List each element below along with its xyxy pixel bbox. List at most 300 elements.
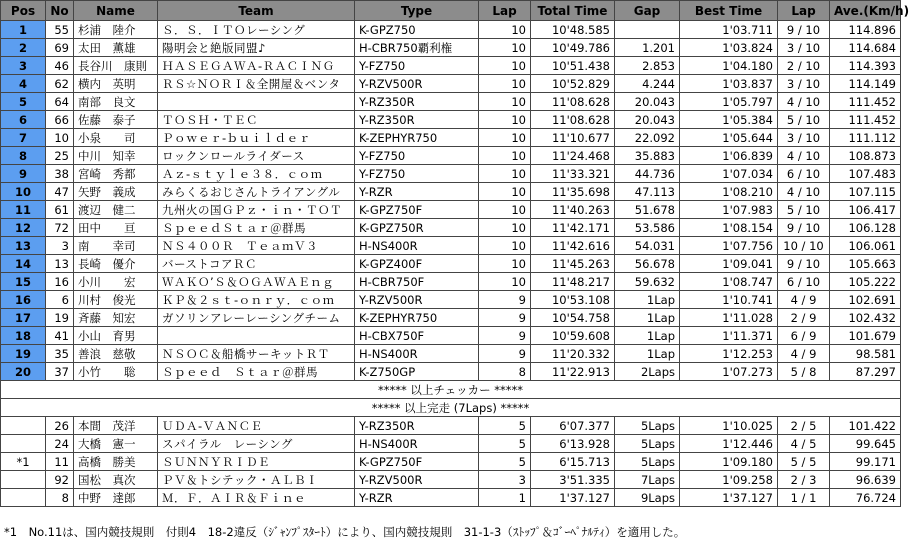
cell-lap: 10 bbox=[479, 39, 531, 57]
cell-average-speed: 107.115 bbox=[830, 183, 901, 201]
cell-type: K-GPZ750F bbox=[355, 201, 479, 219]
cell-total-time: 11'24.468 bbox=[531, 147, 615, 165]
cell-gap: 59.632 bbox=[615, 273, 680, 291]
cell-no: 46 bbox=[46, 57, 74, 75]
cell-no: 69 bbox=[46, 39, 74, 57]
cell-no: 11 bbox=[46, 453, 74, 471]
cell-average-speed: 76.724 bbox=[830, 489, 901, 507]
cell-name: 佐藤 泰子 bbox=[74, 111, 158, 129]
cell-team: スパイラル レーシング bbox=[158, 435, 355, 453]
cell-best-time: 1'09.041 bbox=[680, 255, 778, 273]
cell-best-lap: 10 / 10 bbox=[778, 237, 830, 255]
table-row bbox=[1, 255, 901, 273]
cell-best-time: 1'03.837 bbox=[680, 75, 778, 93]
cell-no: 55 bbox=[46, 21, 74, 39]
cell-team: ＲＳ☆ＮＯＲＩ＆全開屋＆ベンタ bbox=[158, 75, 355, 93]
cell-no: 37 bbox=[46, 363, 74, 381]
cell-no: 35 bbox=[46, 345, 74, 363]
cell-best-lap: 9 / 10 bbox=[778, 255, 830, 273]
cell-best-lap: 5 / 10 bbox=[778, 111, 830, 129]
table-row bbox=[1, 165, 901, 183]
cell-no: 38 bbox=[46, 165, 74, 183]
cell-pos: 20 bbox=[1, 363, 46, 381]
header-best-time: Best Time bbox=[680, 1, 778, 21]
cell-gap: 22.092 bbox=[615, 129, 680, 147]
table-row bbox=[1, 129, 901, 147]
cell-gap: 53.586 bbox=[615, 219, 680, 237]
cell-gap bbox=[615, 21, 680, 39]
cell-average-speed: 114.896 bbox=[830, 21, 901, 39]
cell-team: ＳＵＮＮＹＲＩＤＥ bbox=[158, 453, 355, 471]
cell-no: 3 bbox=[46, 237, 74, 255]
cell-total-time: 11'35.698 bbox=[531, 183, 615, 201]
cell-lap: 10 bbox=[479, 219, 531, 237]
table-row bbox=[1, 111, 901, 129]
cell-pos: 9 bbox=[1, 165, 46, 183]
cell-average-speed: 108.873 bbox=[830, 147, 901, 165]
cell-best-time: 1'08.747 bbox=[680, 273, 778, 291]
table-row bbox=[1, 39, 901, 57]
cell-no: 13 bbox=[46, 255, 74, 273]
cell-name: 善浪 慈敬 bbox=[74, 345, 158, 363]
table-row bbox=[1, 147, 901, 165]
header-average-speed: Ave.(Km/h) bbox=[830, 1, 901, 21]
header-type: Type bbox=[355, 1, 479, 21]
table-row bbox=[1, 453, 901, 471]
cell-type: K-ZEPHYR750 bbox=[355, 129, 479, 147]
cell-lap: 9 bbox=[479, 309, 531, 327]
cell-total-time: 11'08.628 bbox=[531, 111, 615, 129]
cell-type: K-Z750GP bbox=[355, 363, 479, 381]
cell-type: Y-FZ750 bbox=[355, 165, 479, 183]
cell-lap: 8 bbox=[479, 363, 531, 381]
cell-type: H-NS400R bbox=[355, 237, 479, 255]
cell-lap: 9 bbox=[479, 345, 531, 363]
cell-best-lap: 5 / 5 bbox=[778, 453, 830, 471]
cell-name: 中川 知幸 bbox=[74, 147, 158, 165]
cell-lap: 5 bbox=[479, 417, 531, 435]
cell-team: Ｐｏｗｅｒ-ｂｕｉｌｄｅｒ bbox=[158, 129, 355, 147]
cell-lap: 10 bbox=[479, 21, 531, 39]
cell-total-time: 11'22.913 bbox=[531, 363, 615, 381]
cell-pos: 13 bbox=[1, 237, 46, 255]
cell-gap: 1Lap bbox=[615, 345, 680, 363]
cell-lap: 10 bbox=[479, 111, 531, 129]
cell-team: ＴＯＳＨ・ＴＥＣ bbox=[158, 111, 355, 129]
cell-type: Y-RZV500R bbox=[355, 471, 479, 489]
non-finishers-body bbox=[1, 417, 901, 507]
cell-type: K-GPZ750R bbox=[355, 219, 479, 237]
cell-type: Y-RZ350R bbox=[355, 111, 479, 129]
cell-no: 6 bbox=[46, 291, 74, 309]
cell-type: Y-RZ350R bbox=[355, 417, 479, 435]
header-row bbox=[1, 1, 901, 21]
cell-gap: 5Laps bbox=[615, 453, 680, 471]
cell-name: 斉藤 知宏 bbox=[74, 309, 158, 327]
cell-gap: 1.201 bbox=[615, 39, 680, 57]
cell-name: 太田 薫雄 bbox=[74, 39, 158, 57]
cell-gap: 56.678 bbox=[615, 255, 680, 273]
header-best-lap: Lap bbox=[778, 1, 830, 21]
cell-gap: 20.043 bbox=[615, 93, 680, 111]
banners-body bbox=[1, 381, 901, 417]
cell-best-time: 1'37.127 bbox=[680, 489, 778, 507]
table-row bbox=[1, 75, 901, 93]
cell-type: K-GPZ400F bbox=[355, 255, 479, 273]
cell-team: ガソリンアレーレーシングチーム bbox=[158, 309, 355, 327]
cell-total-time: 11'20.332 bbox=[531, 345, 615, 363]
cell-lap: 5 bbox=[479, 453, 531, 471]
cell-pos bbox=[1, 471, 46, 489]
cell-average-speed: 99.171 bbox=[830, 453, 901, 471]
cell-best-lap: 9 / 10 bbox=[778, 219, 830, 237]
cell-name: 小川 宏 bbox=[74, 273, 158, 291]
cell-best-time: 1'09.180 bbox=[680, 453, 778, 471]
table-row bbox=[1, 309, 901, 327]
cell-team: ＮＳＯＣ＆船橋サーキットＲＴ bbox=[158, 345, 355, 363]
cell-no: 92 bbox=[46, 471, 74, 489]
complete-banner-row bbox=[1, 399, 901, 417]
cell-gap: 20.043 bbox=[615, 111, 680, 129]
cell-pos: 1 bbox=[1, 21, 46, 39]
cell-best-lap: 4 / 5 bbox=[778, 435, 830, 453]
cell-gap: 2.853 bbox=[615, 57, 680, 75]
cell-average-speed: 102.432 bbox=[830, 309, 901, 327]
cell-total-time: 11'40.263 bbox=[531, 201, 615, 219]
cell-name: 南 幸司 bbox=[74, 237, 158, 255]
table-row bbox=[1, 471, 901, 489]
cell-team: Ｓｐｅｅｄ Ｓｔａｒ＠群馬 bbox=[158, 363, 355, 381]
cell-name: 小泉 司 bbox=[74, 129, 158, 147]
checker-banner: ***** 以上チェッカー ***** bbox=[1, 381, 901, 399]
table-row bbox=[1, 435, 901, 453]
cell-pos: 6 bbox=[1, 111, 46, 129]
cell-type: H-CBR750F bbox=[355, 273, 479, 291]
cell-name: 田中 亘 bbox=[74, 219, 158, 237]
cell-pos: *1 bbox=[1, 453, 46, 471]
cell-pos: 7 bbox=[1, 129, 46, 147]
cell-best-lap: 2 / 3 bbox=[778, 471, 830, 489]
cell-best-time: 1'12.446 bbox=[680, 435, 778, 453]
cell-type: K-GPZ750 bbox=[355, 21, 479, 39]
cell-best-time: 1'10.741 bbox=[680, 291, 778, 309]
cell-best-lap: 4 / 9 bbox=[778, 291, 830, 309]
cell-type: H-CBX750F bbox=[355, 327, 479, 345]
cell-total-time: 3'51.335 bbox=[531, 471, 615, 489]
cell-type: Y-RZV500R bbox=[355, 291, 479, 309]
cell-average-speed: 101.679 bbox=[830, 327, 901, 345]
cell-average-speed: 106.128 bbox=[830, 219, 901, 237]
cell-no: 16 bbox=[46, 273, 74, 291]
cell-best-lap: 4 / 10 bbox=[778, 183, 830, 201]
header-lap: Lap bbox=[479, 1, 531, 21]
cell-gap: 7Laps bbox=[615, 471, 680, 489]
cell-name: 宮崎 秀都 bbox=[74, 165, 158, 183]
cell-no: 64 bbox=[46, 93, 74, 111]
cell-best-time: 1'05.644 bbox=[680, 129, 778, 147]
cell-type: H-CBR750覇利権 bbox=[355, 39, 479, 57]
cell-best-time: 1'11.371 bbox=[680, 327, 778, 345]
cell-best-time: 1'08.154 bbox=[680, 219, 778, 237]
cell-team: Ｍ．Ｆ．ＡＩＲ＆Ｆｉｎｅ bbox=[158, 489, 355, 507]
cell-name: 大橋 憲一 bbox=[74, 435, 158, 453]
cell-total-time: 10'48.585 bbox=[531, 21, 615, 39]
cell-average-speed: 107.483 bbox=[830, 165, 901, 183]
cell-average-speed: 106.417 bbox=[830, 201, 901, 219]
cell-no: 10 bbox=[46, 129, 74, 147]
cell-type: Y-FZ750 bbox=[355, 147, 479, 165]
cell-name: 中野 達郎 bbox=[74, 489, 158, 507]
cell-best-time: 1'07.034 bbox=[680, 165, 778, 183]
cell-type: Y-RZ350R bbox=[355, 93, 479, 111]
cell-best-lap: 4 / 10 bbox=[778, 147, 830, 165]
table-row bbox=[1, 237, 901, 255]
cell-total-time: 10'54.758 bbox=[531, 309, 615, 327]
cell-total-time: 10'53.108 bbox=[531, 291, 615, 309]
cell-name: 小竹 聡 bbox=[74, 363, 158, 381]
table-row bbox=[1, 489, 901, 507]
cell-average-speed: 106.061 bbox=[830, 237, 901, 255]
cell-gap: 1Lap bbox=[615, 309, 680, 327]
cell-best-time: 1'11.028 bbox=[680, 309, 778, 327]
cell-team: ＫＰ＆２ｓｔ-ｏｎｒｙ．ｃｏｍ bbox=[158, 291, 355, 309]
cell-type: K-ZEPHYR750 bbox=[355, 309, 479, 327]
cell-best-lap: 1 / 1 bbox=[778, 489, 830, 507]
cell-pos: 15 bbox=[1, 273, 46, 291]
table-row bbox=[1, 291, 901, 309]
cell-best-lap: 2 / 9 bbox=[778, 309, 830, 327]
cell-lap: 10 bbox=[479, 93, 531, 111]
cell-best-lap: 5 / 10 bbox=[778, 201, 830, 219]
table-row bbox=[1, 363, 901, 381]
cell-total-time: 11'08.628 bbox=[531, 93, 615, 111]
footnote: *1 No.11は、国内競技規則 付則4 18-2違反（ｼﾞｬﾝﾌﾟｽﾀｰﾄ）により、国内競技規則 31-1-3（ｽﾄｯﾌﾟ＆ｺﾞｰﾍﾟﾅﾙﾃｨ）を適用した。 bbox=[4, 525, 686, 539]
cell-total-time: 11'10.677 bbox=[531, 129, 615, 147]
cell-best-time: 1'03.711 bbox=[680, 21, 778, 39]
header-team: Team bbox=[158, 1, 355, 21]
cell-average-speed: 111.112 bbox=[830, 129, 901, 147]
cell-best-time: 1'06.839 bbox=[680, 147, 778, 165]
cell-team: ＨＡＳＥＧＡＷＡ-ＲＡＣＩＮＧ bbox=[158, 57, 355, 75]
cell-pos: 10 bbox=[1, 183, 46, 201]
cell-gap: 35.883 bbox=[615, 147, 680, 165]
cell-best-time: 1'05.797 bbox=[680, 93, 778, 111]
finishers-body bbox=[1, 21, 901, 381]
cell-name: 国松 真次 bbox=[74, 471, 158, 489]
header-gap: Gap bbox=[615, 1, 680, 21]
cell-lap: 9 bbox=[479, 291, 531, 309]
cell-gap: 2Laps bbox=[615, 363, 680, 381]
cell-best-lap: 3 / 10 bbox=[778, 39, 830, 57]
cell-team bbox=[158, 327, 355, 345]
cell-pos: 5 bbox=[1, 93, 46, 111]
cell-no: 61 bbox=[46, 201, 74, 219]
cell-best-time: 1'03.824 bbox=[680, 39, 778, 57]
cell-total-time: 6'15.713 bbox=[531, 453, 615, 471]
cell-best-time: 1'08.210 bbox=[680, 183, 778, 201]
cell-team: 陽明会と絶版同盟♪ bbox=[158, 39, 355, 57]
cell-gap: 51.678 bbox=[615, 201, 680, 219]
table-row bbox=[1, 327, 901, 345]
cell-total-time: 6'07.377 bbox=[531, 417, 615, 435]
cell-best-lap: 2 / 5 bbox=[778, 417, 830, 435]
cell-gap: 44.736 bbox=[615, 165, 680, 183]
table-row bbox=[1, 93, 901, 111]
cell-lap: 10 bbox=[479, 129, 531, 147]
table-row bbox=[1, 345, 901, 363]
cell-no: 24 bbox=[46, 435, 74, 453]
cell-total-time: 11'42.616 bbox=[531, 237, 615, 255]
cell-total-time: 10'59.608 bbox=[531, 327, 615, 345]
cell-gap: 4.244 bbox=[615, 75, 680, 93]
cell-type: K-GPZ750F bbox=[355, 453, 479, 471]
cell-no: 26 bbox=[46, 417, 74, 435]
cell-lap: 10 bbox=[479, 255, 531, 273]
cell-gap: 54.031 bbox=[615, 237, 680, 255]
cell-gap: 1Lap bbox=[615, 327, 680, 345]
cell-average-speed: 102.691 bbox=[830, 291, 901, 309]
cell-total-time: 6'13.928 bbox=[531, 435, 615, 453]
cell-team: みらくるおじさんトライアングル bbox=[158, 183, 355, 201]
table-row bbox=[1, 201, 901, 219]
cell-type: Y-FZ750 bbox=[355, 57, 479, 75]
cell-best-lap: 9 / 10 bbox=[778, 21, 830, 39]
cell-team: ＵＤＡ-ＶＡＮＣＥ bbox=[158, 417, 355, 435]
cell-pos: 11 bbox=[1, 201, 46, 219]
cell-team: 九州火の国ＧＰｚ・ｉｎ・ＴＯＴ bbox=[158, 201, 355, 219]
cell-lap: 10 bbox=[479, 165, 531, 183]
cell-best-lap: 4 / 9 bbox=[778, 345, 830, 363]
cell-best-lap: 3 / 10 bbox=[778, 75, 830, 93]
cell-best-lap: 4 / 10 bbox=[778, 93, 830, 111]
cell-team: Ｓ．Ｓ．ＩＴＯレーシング bbox=[158, 21, 355, 39]
cell-name: 川村 俊光 bbox=[74, 291, 158, 309]
cell-team: Ａｚ-ｓｔｙｌｅ３８．ｃｏｍ bbox=[158, 165, 355, 183]
cell-lap: 10 bbox=[479, 147, 531, 165]
header-name: Name bbox=[74, 1, 158, 21]
cell-total-time: 11'42.171 bbox=[531, 219, 615, 237]
cell-best-lap: 2 / 10 bbox=[778, 57, 830, 75]
cell-gap: 47.113 bbox=[615, 183, 680, 201]
cell-best-lap: 6 / 9 bbox=[778, 327, 830, 345]
cell-average-speed: 101.422 bbox=[830, 417, 901, 435]
cell-name: 長谷川 康則 bbox=[74, 57, 158, 75]
cell-type: Y-RZR bbox=[355, 183, 479, 201]
cell-total-time: 10'51.438 bbox=[531, 57, 615, 75]
cell-pos bbox=[1, 489, 46, 507]
cell-name: 南部 良文 bbox=[74, 93, 158, 111]
cell-pos: 17 bbox=[1, 309, 46, 327]
cell-name: 高橋 勝美 bbox=[74, 453, 158, 471]
cell-team: バーストコアＲＣ bbox=[158, 255, 355, 273]
cell-best-lap: 6 / 10 bbox=[778, 165, 830, 183]
cell-best-lap: 5 / 8 bbox=[778, 363, 830, 381]
cell-total-time: 11'33.321 bbox=[531, 165, 615, 183]
cell-best-lap: 3 / 10 bbox=[778, 129, 830, 147]
cell-pos bbox=[1, 417, 46, 435]
cell-team bbox=[158, 93, 355, 111]
cell-type: H-NS400R bbox=[355, 435, 479, 453]
cell-average-speed: 111.452 bbox=[830, 93, 901, 111]
cell-pos: 14 bbox=[1, 255, 46, 273]
cell-lap: 3 bbox=[479, 471, 531, 489]
cell-best-time: 1'12.253 bbox=[680, 345, 778, 363]
cell-lap: 10 bbox=[479, 201, 531, 219]
cell-pos: 8 bbox=[1, 147, 46, 165]
cell-team: ＰＶ＆トシテック・ＡＬＢＩ bbox=[158, 471, 355, 489]
cell-lap: 10 bbox=[479, 183, 531, 201]
cell-total-time: 1'37.127 bbox=[531, 489, 615, 507]
cell-pos: 12 bbox=[1, 219, 46, 237]
cell-pos: 16 bbox=[1, 291, 46, 309]
cell-average-speed: 98.581 bbox=[830, 345, 901, 363]
cell-name: 横内 英明 bbox=[74, 75, 158, 93]
cell-team: ＳｐｅｅｄＳｔａｒ＠群馬 bbox=[158, 219, 355, 237]
cell-total-time: 11'48.217 bbox=[531, 273, 615, 291]
cell-average-speed: 114.684 bbox=[830, 39, 901, 57]
cell-best-time: 1'05.384 bbox=[680, 111, 778, 129]
cell-no: 19 bbox=[46, 309, 74, 327]
header-no: No bbox=[46, 1, 74, 21]
table-row bbox=[1, 417, 901, 435]
header-total-time: Total Time bbox=[531, 1, 615, 21]
cell-name: 小山 育男 bbox=[74, 327, 158, 345]
cell-lap: 10 bbox=[479, 57, 531, 75]
cell-total-time: 10'52.829 bbox=[531, 75, 615, 93]
cell-name: 杉浦 陸介 bbox=[74, 21, 158, 39]
cell-best-time: 1'10.025 bbox=[680, 417, 778, 435]
cell-no: 25 bbox=[46, 147, 74, 165]
cell-pos: 3 bbox=[1, 57, 46, 75]
cell-type: Y-RZV500R bbox=[355, 75, 479, 93]
cell-no: 62 bbox=[46, 75, 74, 93]
cell-lap: 10 bbox=[479, 237, 531, 255]
cell-gap: 5Laps bbox=[615, 435, 680, 453]
cell-gap: 5Laps bbox=[615, 417, 680, 435]
cell-no: 72 bbox=[46, 219, 74, 237]
cell-name: 渡辺 健二 bbox=[74, 201, 158, 219]
cell-type: H-NS400R bbox=[355, 345, 479, 363]
cell-total-time: 11'45.263 bbox=[531, 255, 615, 273]
cell-team: ロックンロールライダース bbox=[158, 147, 355, 165]
cell-pos: 18 bbox=[1, 327, 46, 345]
cell-pos: 2 bbox=[1, 39, 46, 57]
cell-best-lap: 6 / 10 bbox=[778, 273, 830, 291]
cell-team: ＷＡＫＯ’Ｓ＆ＯＧＡＷＡＥｎｇ bbox=[158, 273, 355, 291]
cell-average-speed: 111.452 bbox=[830, 111, 901, 129]
cell-pos bbox=[1, 435, 46, 453]
cell-lap: 1 bbox=[479, 489, 531, 507]
cell-name: 長崎 優介 bbox=[74, 255, 158, 273]
cell-average-speed: 114.149 bbox=[830, 75, 901, 93]
cell-lap: 9 bbox=[479, 327, 531, 345]
header-pos: Pos bbox=[1, 1, 46, 21]
cell-average-speed: 105.663 bbox=[830, 255, 901, 273]
cell-pos: 4 bbox=[1, 75, 46, 93]
cell-no: 41 bbox=[46, 327, 74, 345]
complete-banner: ***** 以上完走 (7Laps) ***** bbox=[1, 399, 901, 417]
cell-average-speed: 105.222 bbox=[830, 273, 901, 291]
cell-no: 66 bbox=[46, 111, 74, 129]
cell-average-speed: 114.393 bbox=[830, 57, 901, 75]
cell-best-time: 1'07.756 bbox=[680, 237, 778, 255]
table-row bbox=[1, 183, 901, 201]
cell-name: 本間 茂洋 bbox=[74, 417, 158, 435]
cell-type: Y-RZR bbox=[355, 489, 479, 507]
cell-best-time: 1'09.258 bbox=[680, 471, 778, 489]
cell-gap: 9Laps bbox=[615, 489, 680, 507]
cell-lap: 5 bbox=[479, 435, 531, 453]
